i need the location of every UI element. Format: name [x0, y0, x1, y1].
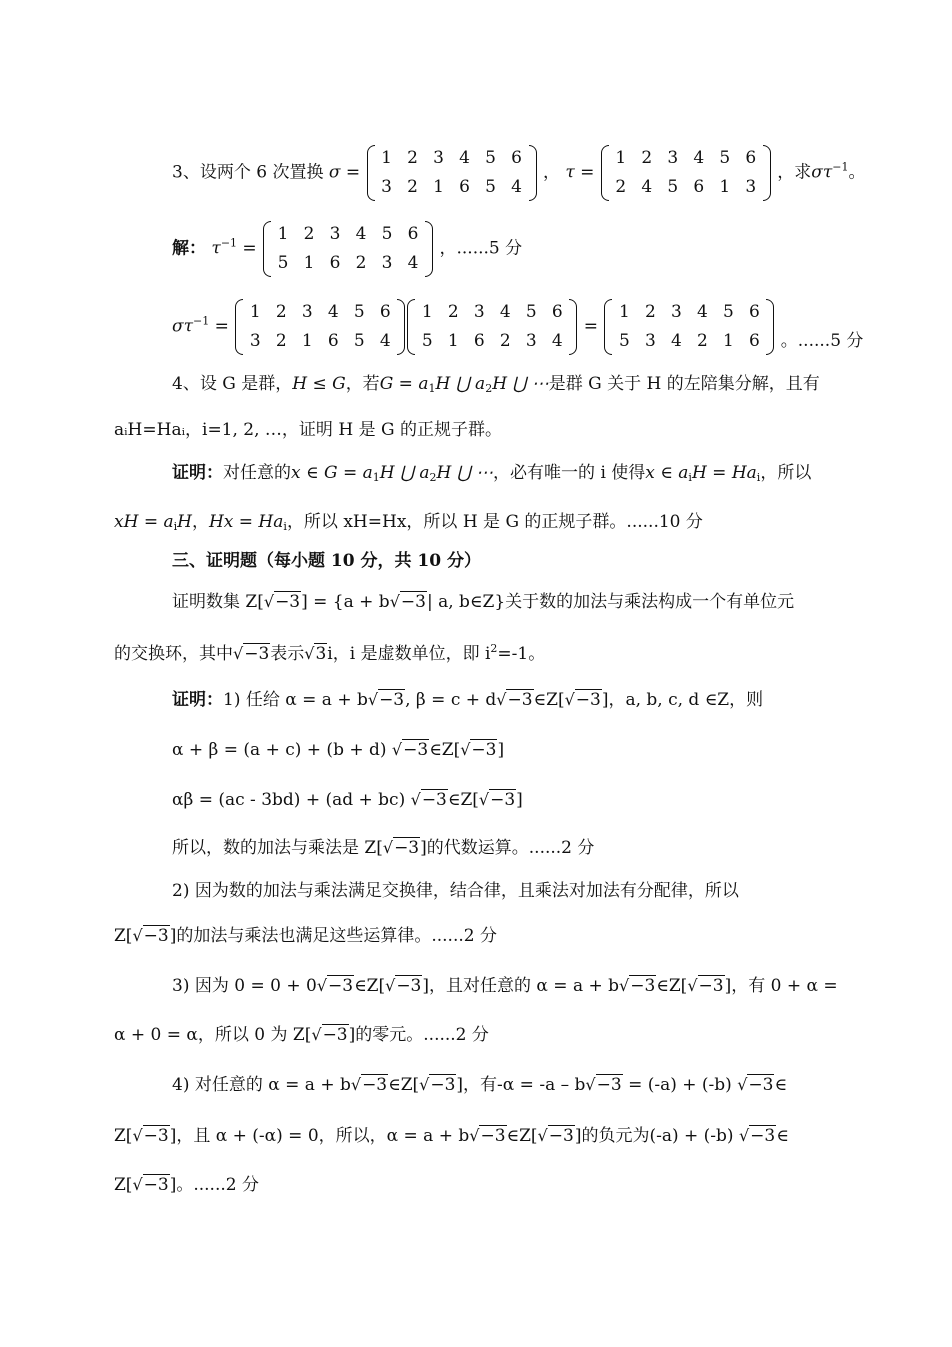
step3-text-d: ∈Z[ — [656, 976, 688, 996]
matrix-cell: 4 — [355, 224, 367, 244]
matrix-cell: 2 — [644, 302, 656, 322]
sqrt-neg3: √−3 — [687, 976, 724, 996]
step3-text-e: ]，有 0 + α = — [724, 976, 838, 996]
matrix-cell: 2 — [499, 331, 511, 351]
matrix-cell: 4 — [696, 302, 708, 322]
matrix-cell: 2 — [696, 331, 708, 351]
matrix-cell: 6 — [745, 148, 757, 168]
matrix-bottom-row — [608, 173, 764, 202]
matrix-cell: 5 — [667, 177, 679, 197]
step1-text-d: ]，a, b, c, d ∈Z，则 — [601, 690, 764, 710]
matrix-cell: 3 — [381, 177, 392, 197]
matrix-cell: 2 — [303, 224, 315, 244]
q3-ask-expr: στ — [811, 162, 833, 183]
matrix-cell: 2 — [641, 148, 653, 168]
sqrt-neg3: √−3 — [367, 690, 405, 710]
q3-sep: ， — [542, 162, 560, 183]
q4-xh-sub: i — [173, 520, 178, 533]
conclusion1-text-a: 所以，数的加法与乘法是 Z[ — [172, 838, 383, 858]
theorem-text-3: | a, b∈Z}关于数的加法与乘法构成一个有单位元 — [426, 592, 795, 612]
step4-cont-c: ∈Z[ — [506, 1126, 538, 1146]
matrix-cell: 5 — [381, 224, 393, 244]
sqrt-neg3: √−3 — [737, 1075, 774, 1095]
tau-inverse-eq: = — [237, 238, 257, 259]
matrix-cell: 5 — [618, 331, 630, 351]
matrix-cell: 6 — [407, 224, 419, 244]
sqrt-neg3: √−3 — [496, 690, 533, 710]
matrix-cell: 4 — [641, 177, 653, 197]
step3-cont-b: ]的零元。......2 分 — [348, 1025, 489, 1045]
matrix-cell: 2 — [275, 331, 287, 351]
step2-text-b: ]的加法与乘法也满足这些运算律。......2 分 — [169, 926, 497, 946]
matrix-top-row — [608, 144, 764, 173]
step4-text-a: 4) 对任意的 α = a + b — [172, 1075, 351, 1095]
step4-cont-a: Z[ — [114, 1126, 133, 1146]
proof-step-4 — [172, 1073, 787, 1097]
sum-text: α + β = (a + c) + (b + d) — [172, 740, 392, 760]
matrix-cell: 4 — [407, 253, 419, 273]
q4-proof-sub-i1: i — [688, 471, 692, 484]
q3-end: 。 — [848, 162, 866, 183]
q3-product-line — [172, 298, 863, 356]
matrix-bottom-row — [414, 327, 570, 356]
sqrt-neg3: √−3 — [382, 838, 420, 858]
q3-ask-inverse: −1 — [832, 160, 849, 174]
matrix-cell: 5 — [722, 302, 734, 322]
sqrt-neg3: √−3 — [350, 1075, 388, 1095]
matrix-cell: 3 — [381, 253, 393, 273]
sqrt-neg3: √−3 — [385, 976, 422, 996]
q4-line-2: aᵢH=Haᵢ，i=1, 2, …，证明 H 是 G 的正规子群。 — [114, 420, 502, 440]
sigma-symbol: σ = — [328, 162, 361, 183]
matrix-top-row — [270, 220, 426, 249]
sum-close: ] — [497, 740, 505, 760]
tau-matrix — [601, 144, 771, 202]
q4-comma: ， — [191, 512, 209, 532]
step3-text-b: ∈Z[ — [354, 976, 386, 996]
proof-label: 证明： — [172, 690, 223, 710]
q4-decomp-c: H ⋃ ⋯ — [492, 374, 549, 394]
q4-proof-7: H = Ha — [691, 463, 757, 483]
matrix-cell: 6 — [379, 302, 391, 322]
matrix-bottom-row — [611, 327, 767, 356]
matrix-cell: 1 — [301, 331, 313, 351]
theorem-text-4: 的交换环，其中 — [114, 644, 233, 664]
matrix-cell: 1 — [722, 331, 734, 351]
theorem-line-1 — [172, 590, 794, 614]
sqrt-neg3: √−3 — [419, 1075, 456, 1095]
sqrt-3: √3 — [304, 644, 327, 664]
matrix-cell: 1 — [249, 302, 261, 322]
q4-proof-6: x ∈ a — [645, 463, 689, 483]
matrix-cell: 3 — [667, 148, 679, 168]
proof-step-3 — [172, 974, 838, 998]
matrix-bottom-row — [374, 173, 530, 202]
step1-text-b: , β = c + d — [405, 690, 497, 710]
product-eq-1: = — [209, 316, 229, 337]
sqrt-neg3: √−3 — [585, 1075, 622, 1095]
proof-step-2: 2) 因为数的加法与乘法满足交换律，结合律，且乘法对加法有分配律，所以 — [172, 881, 739, 901]
matrix-cell: 1 — [421, 302, 433, 322]
step4-text-c: ]，有-α = -a – b — [456, 1075, 586, 1095]
matrix-cell: 3 — [525, 331, 537, 351]
step4-text-d: = (-a) + (-b) — [622, 1075, 738, 1095]
step4-cont-b: ]，且 α + (-α) = 0，所以，α = a + b — [169, 1126, 470, 1146]
theorem-text-7: =-1。 — [497, 644, 546, 664]
proof-step-4-end — [114, 1173, 259, 1197]
matrix-cell: 4 — [551, 331, 563, 351]
sqrt-neg3: √−3 — [564, 690, 601, 710]
q4-conclusion: ，所以 xH=Hx，所以 H 是 G 的正规子群。......10 分 — [286, 512, 703, 532]
step4-end-b: ]。......2 分 — [169, 1175, 259, 1195]
matrix-top-row — [374, 144, 530, 173]
matrix-cell: 2 — [407, 148, 418, 168]
q4-proof-line-2 — [114, 510, 703, 539]
sqrt-neg3: √−3 — [410, 790, 447, 810]
matrix-cell: 1 — [447, 331, 459, 351]
sqrt-neg3: √−3 — [391, 740, 429, 760]
matrix-cell: 3 — [644, 331, 656, 351]
sqrt-neg3: √−3 — [263, 592, 301, 612]
q4-proof-line — [172, 461, 811, 490]
q4-decomp-sub2: 2 — [485, 382, 493, 395]
matrix-cell: 5 — [421, 331, 433, 351]
product-lhs: στ — [172, 316, 194, 337]
step1-text-a: 1) 任给 α = a + b — [223, 690, 368, 710]
matrix-cell: 6 — [748, 302, 760, 322]
matrix-cell: 1 — [719, 177, 731, 197]
solution-label: 解： — [172, 238, 206, 259]
matrix-cell: 4 — [499, 302, 511, 322]
q4-xh: xH = a — [114, 512, 174, 532]
matrix-cell: 6 — [473, 331, 485, 351]
q4-proof-2: x ∈ G = a — [291, 463, 373, 483]
product-eq-2: = — [578, 316, 598, 337]
q4-statement-end: 是群 G 关于 H 的左陪集分解，且有 — [548, 374, 820, 394]
matrix-cell: 6 — [551, 302, 563, 322]
theorem-text-1: 证明数集 Z[ — [172, 592, 264, 612]
q4-proof-1: 对任意的 — [223, 463, 291, 483]
sum-in: ∈Z[ — [429, 740, 461, 760]
sqrt-neg3: √−3 — [738, 1126, 776, 1146]
tau-inverse-matrix — [263, 220, 433, 278]
q4-decomp-a: G = a — [379, 374, 429, 394]
q4-proof-4: H ⋃ ⋯ — [436, 463, 494, 483]
matrix-bottom-row — [242, 327, 398, 356]
proof-sum-line — [172, 738, 504, 762]
product-matrix-tau-inverse — [407, 298, 577, 356]
matrix-cell: 2 — [407, 177, 418, 197]
q4-xh-h: H — [177, 512, 192, 532]
q4-decomp-b: H ⋃ a — [435, 374, 486, 394]
sqrt-neg3: √−3 — [316, 976, 354, 996]
matrix-cell: 4 — [693, 148, 705, 168]
tau-inverse-lhs: τ — [211, 238, 221, 259]
q4-proof-3: H ⋃ a — [379, 463, 430, 483]
proof-step-2-cont — [114, 924, 497, 948]
matrix-cell: 4 — [459, 148, 470, 168]
q4-if: ，若 — [345, 374, 380, 394]
proof-product-line — [172, 788, 523, 812]
step4-cont-d: ]的负元为(-a) + (-b) — [574, 1126, 739, 1146]
q4-intro: 4、设 G 是群， — [172, 374, 293, 394]
sqrt-neg3: √−3 — [311, 1025, 348, 1045]
matrix-cell: 6 — [693, 177, 705, 197]
q4-subgroup: H ≤ G — [292, 374, 346, 394]
proof-step-4-cont — [114, 1124, 789, 1148]
step1-text-c: ∈Z[ — [533, 690, 565, 710]
q4-decomp-sub1: 1 — [428, 382, 436, 395]
matrix-cell: 6 — [748, 331, 760, 351]
matrix-cell: 6 — [327, 331, 339, 351]
matrix-cell: 5 — [277, 253, 289, 273]
sigma-matrix — [367, 144, 537, 202]
matrix-cell: 6 — [329, 253, 341, 273]
matrix-cell: 1 — [615, 148, 627, 168]
matrix-cell: 1 — [277, 224, 289, 244]
tau-symbol: τ = — [565, 162, 595, 183]
matrix-cell: 3 — [329, 224, 341, 244]
matrix-cell: 5 — [719, 148, 731, 168]
q3-solution-line — [172, 220, 522, 278]
matrix-top-row — [242, 298, 398, 327]
matrix-cell: 3 — [301, 302, 313, 322]
matrix-top-row — [611, 298, 767, 327]
matrix-cell: 5 — [353, 331, 365, 351]
product-matrix-result — [604, 298, 774, 356]
matrix-cell: 6 — [511, 148, 522, 168]
q4-proof-sub1: 1 — [372, 471, 380, 484]
matrix-cell: 1 — [303, 253, 315, 273]
matrix-cell: 1 — [381, 148, 392, 168]
proof-conclusion-1 — [172, 836, 594, 860]
matrix-cell: 3 — [745, 177, 757, 197]
q3-ask: ，求 — [777, 162, 812, 183]
section-heading: 三、证明题（每小题 10 分，共 10 分） — [172, 551, 481, 571]
step2-text-a: Z[ — [114, 926, 133, 946]
sqrt-neg3: √−3 — [469, 1126, 506, 1146]
step3-text-a: 3) 因为 0 = 0 + 0 — [172, 976, 317, 996]
matrix-cell: 3 — [433, 148, 444, 168]
matrix-cell: 5 — [485, 177, 496, 197]
matrix-cell: 4 — [379, 331, 391, 351]
sqrt-neg3: √−3 — [478, 790, 516, 810]
theorem-text-2: ] = {a + b — [301, 592, 390, 612]
matrix-cell: 4 — [511, 177, 522, 197]
product-matrix-sigma — [235, 298, 405, 356]
matrix-cell: 3 — [473, 302, 485, 322]
matrix-cell: 2 — [275, 302, 287, 322]
q3-score-2: 。......5 分 — [780, 330, 864, 351]
product-text: αβ = (ac - 3bd) + (ad + bc) — [172, 790, 411, 810]
step3-text-c: ]，且对任意的 α = a + b — [422, 976, 620, 996]
proof-step-1 — [172, 688, 763, 712]
q4-statement-line — [172, 372, 820, 401]
theorem-text-6: i，i 是虚数单位，即 i — [327, 644, 491, 664]
q4-proof-sub2: 2 — [429, 471, 437, 484]
matrix-cell: 1 — [618, 302, 630, 322]
step3-cont-a: α + 0 = α，所以 0 为 Z[ — [114, 1025, 312, 1045]
q4-hx: Hx = Ha — [208, 512, 284, 532]
matrix-cell: 5 — [485, 148, 496, 168]
matrix-cell: 3 — [670, 302, 682, 322]
step4-text-e: ∈ — [774, 1075, 788, 1095]
q4-proof-label: 证明： — [172, 463, 223, 483]
q3-score-1: ，......5 分 — [439, 238, 523, 259]
theorem-text-5: 表示 — [270, 644, 305, 664]
matrix-top-row — [414, 298, 570, 327]
product-in: ∈Z[ — [447, 790, 479, 810]
proof-step-3-cont — [114, 1023, 489, 1047]
matrix-cell: 6 — [459, 177, 470, 197]
matrix-cell: 2 — [615, 177, 627, 197]
theorem-sup-2: 2 — [490, 642, 498, 655]
q4-proof-8: ，所以 — [760, 463, 812, 483]
sqrt-neg3: √−3 — [460, 740, 497, 760]
sqrt-neg3: √−3 — [233, 644, 270, 664]
theorem-line-2 — [114, 637, 545, 666]
matrix-cell: 2 — [447, 302, 459, 322]
q4-proof-sub-i2: i — [756, 471, 761, 484]
conclusion1-text-b: ]的代数运算。......2 分 — [420, 838, 595, 858]
step4-end-a: Z[ — [114, 1175, 133, 1195]
matrix-cell: 1 — [433, 177, 444, 197]
sqrt-neg3: √−3 — [132, 1126, 169, 1146]
sqrt-neg3: √−3 — [132, 926, 169, 946]
step4-text-b: ∈Z[ — [388, 1075, 420, 1095]
step4-cont-e: ∈ — [776, 1126, 789, 1146]
matrix-cell: 4 — [327, 302, 339, 322]
sqrt-neg3: √−3 — [132, 1175, 169, 1195]
matrix-bottom-row — [270, 249, 426, 278]
matrix-cell: 4 — [670, 331, 682, 351]
matrix-cell: 3 — [249, 331, 261, 351]
tau-inverse-exp: −1 — [220, 236, 238, 250]
q4-proof-5: ，必有唯一的 i 使得 — [493, 463, 646, 483]
product-close: ] — [516, 790, 523, 810]
q3-prefix: 3、设两个 6 次置换 — [172, 162, 324, 183]
sqrt-neg3: √−3 — [537, 1126, 574, 1146]
sqrt-neg3: √−3 — [619, 976, 656, 996]
matrix-cell: 5 — [525, 302, 537, 322]
matrix-cell: 5 — [353, 302, 365, 322]
matrix-cell: 2 — [355, 253, 367, 273]
sqrt-neg3: √−3 — [389, 592, 426, 612]
q4-hx-sub: i — [283, 520, 287, 533]
product-lhs-exp: −1 — [193, 314, 210, 328]
q3-statement-line — [172, 144, 865, 202]
